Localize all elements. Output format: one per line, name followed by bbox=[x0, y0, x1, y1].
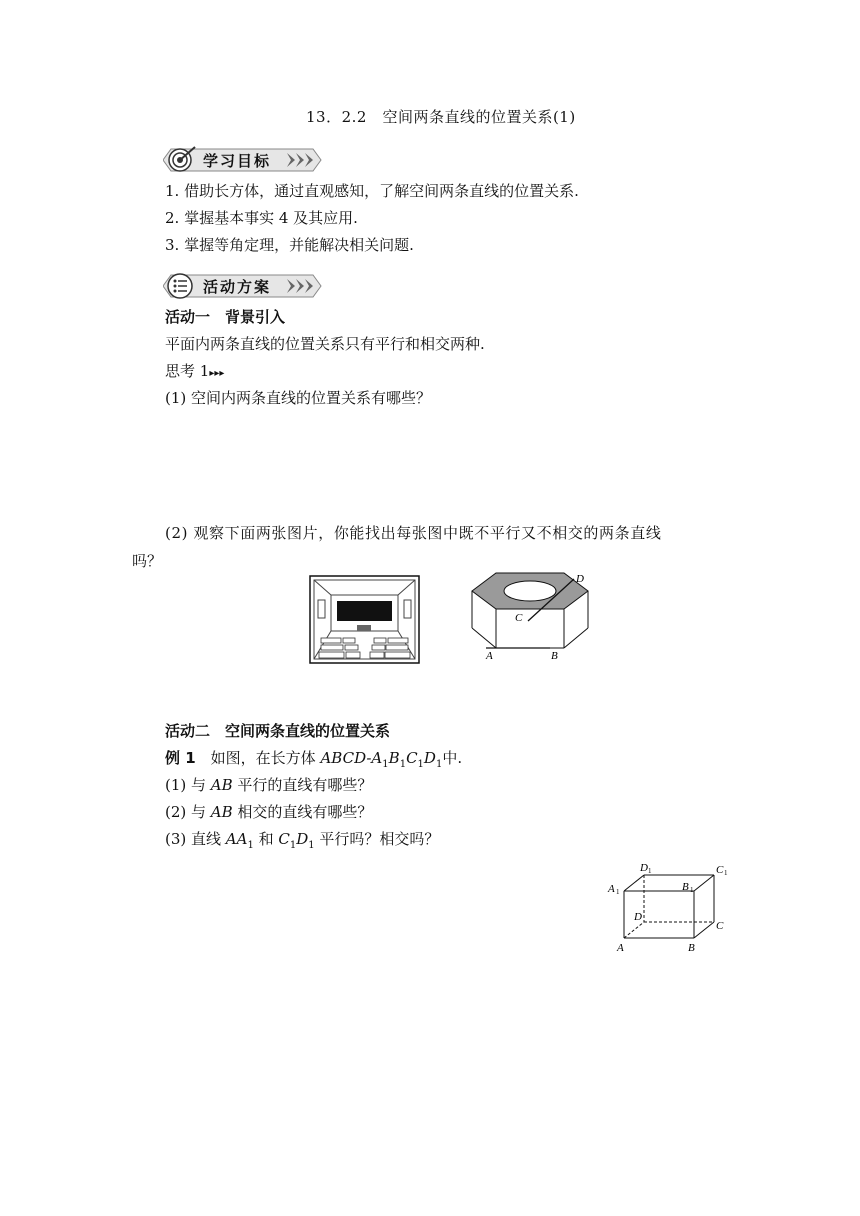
example-q3: (3) 直线 $AA_1$ 和 $C_1D_1$ 平行吗？相交吗？ bbox=[165, 830, 440, 851]
svg-text:B: B bbox=[688, 942, 695, 954]
intro-text: 平面内两条直线的位置关系只有平行和相交两种. bbox=[165, 335, 485, 353]
section-header-objectives bbox=[163, 145, 323, 175]
example-q1: (1) 与 AB 平行的直线有哪些？ bbox=[165, 776, 373, 794]
svg-text:D: D bbox=[640, 862, 648, 874]
think-text: 思考 1 bbox=[165, 362, 210, 380]
svg-text:1: 1 bbox=[616, 888, 620, 896]
svg-text:A: A bbox=[608, 883, 615, 895]
label-D: D bbox=[576, 573, 584, 585]
question-2-line1: (2) 观察下面两张图片，你能找出每张图中既不平行又不相交的两条直线 bbox=[165, 524, 662, 542]
section-header-label: 学习目标 bbox=[203, 152, 272, 170]
hex-nut-figure bbox=[468, 568, 598, 668]
example-end: 中. bbox=[442, 749, 463, 767]
label-C: C bbox=[515, 612, 523, 624]
objective-item: 1. 借助长方体，通过直观感知，了解空间两条直线的位置关系. bbox=[165, 182, 579, 200]
think-marks: ▸▸▸ bbox=[209, 368, 225, 379]
svg-text:1: 1 bbox=[724, 869, 728, 877]
example-1: 例 1 如图，在长方体 ABCD-$A_1B_1C_1D_1$中. bbox=[165, 749, 463, 770]
page-title: 13．2.2 空间两条直线的位置关系(1) bbox=[306, 108, 576, 126]
svg-text:1: 1 bbox=[690, 886, 694, 894]
solid-name: ABCD-A bbox=[320, 749, 383, 767]
cuboid-figure bbox=[600, 858, 740, 962]
question-2-line2: 吗？ bbox=[132, 552, 163, 570]
svg-text:C: C bbox=[716, 920, 724, 932]
svg-text:1: 1 bbox=[648, 867, 652, 875]
svg-text:C: C bbox=[716, 864, 724, 876]
example-q2: (2) 与 AB 相交的直线有哪些？ bbox=[165, 803, 373, 821]
example-text: 如图，在长方体 bbox=[210, 749, 321, 767]
section-header-activities bbox=[163, 271, 323, 301]
svg-text:A: A bbox=[617, 942, 624, 954]
objective-item: 3. 掌握等角定理，并能解决相关问题. bbox=[165, 236, 414, 254]
objective-item: 2. 掌握基本事实 4 及其应用. bbox=[165, 209, 358, 227]
activity-2-title: 活动二 空间两条直线的位置关系 bbox=[165, 722, 391, 740]
svg-text:B: B bbox=[682, 881, 689, 893]
example-label: 例 1 bbox=[165, 749, 196, 767]
activity-title: 活动一 背景引入 bbox=[165, 308, 286, 326]
think-label bbox=[165, 361, 224, 384]
question-1: (1) 空间内两条直线的位置关系有哪些？ bbox=[165, 389, 432, 407]
label-A: A bbox=[486, 650, 493, 662]
label-B: B bbox=[551, 650, 558, 662]
classroom-figure bbox=[309, 575, 421, 669]
svg-text:D: D bbox=[634, 911, 642, 923]
section-header-label: 活动方案 bbox=[203, 278, 272, 296]
